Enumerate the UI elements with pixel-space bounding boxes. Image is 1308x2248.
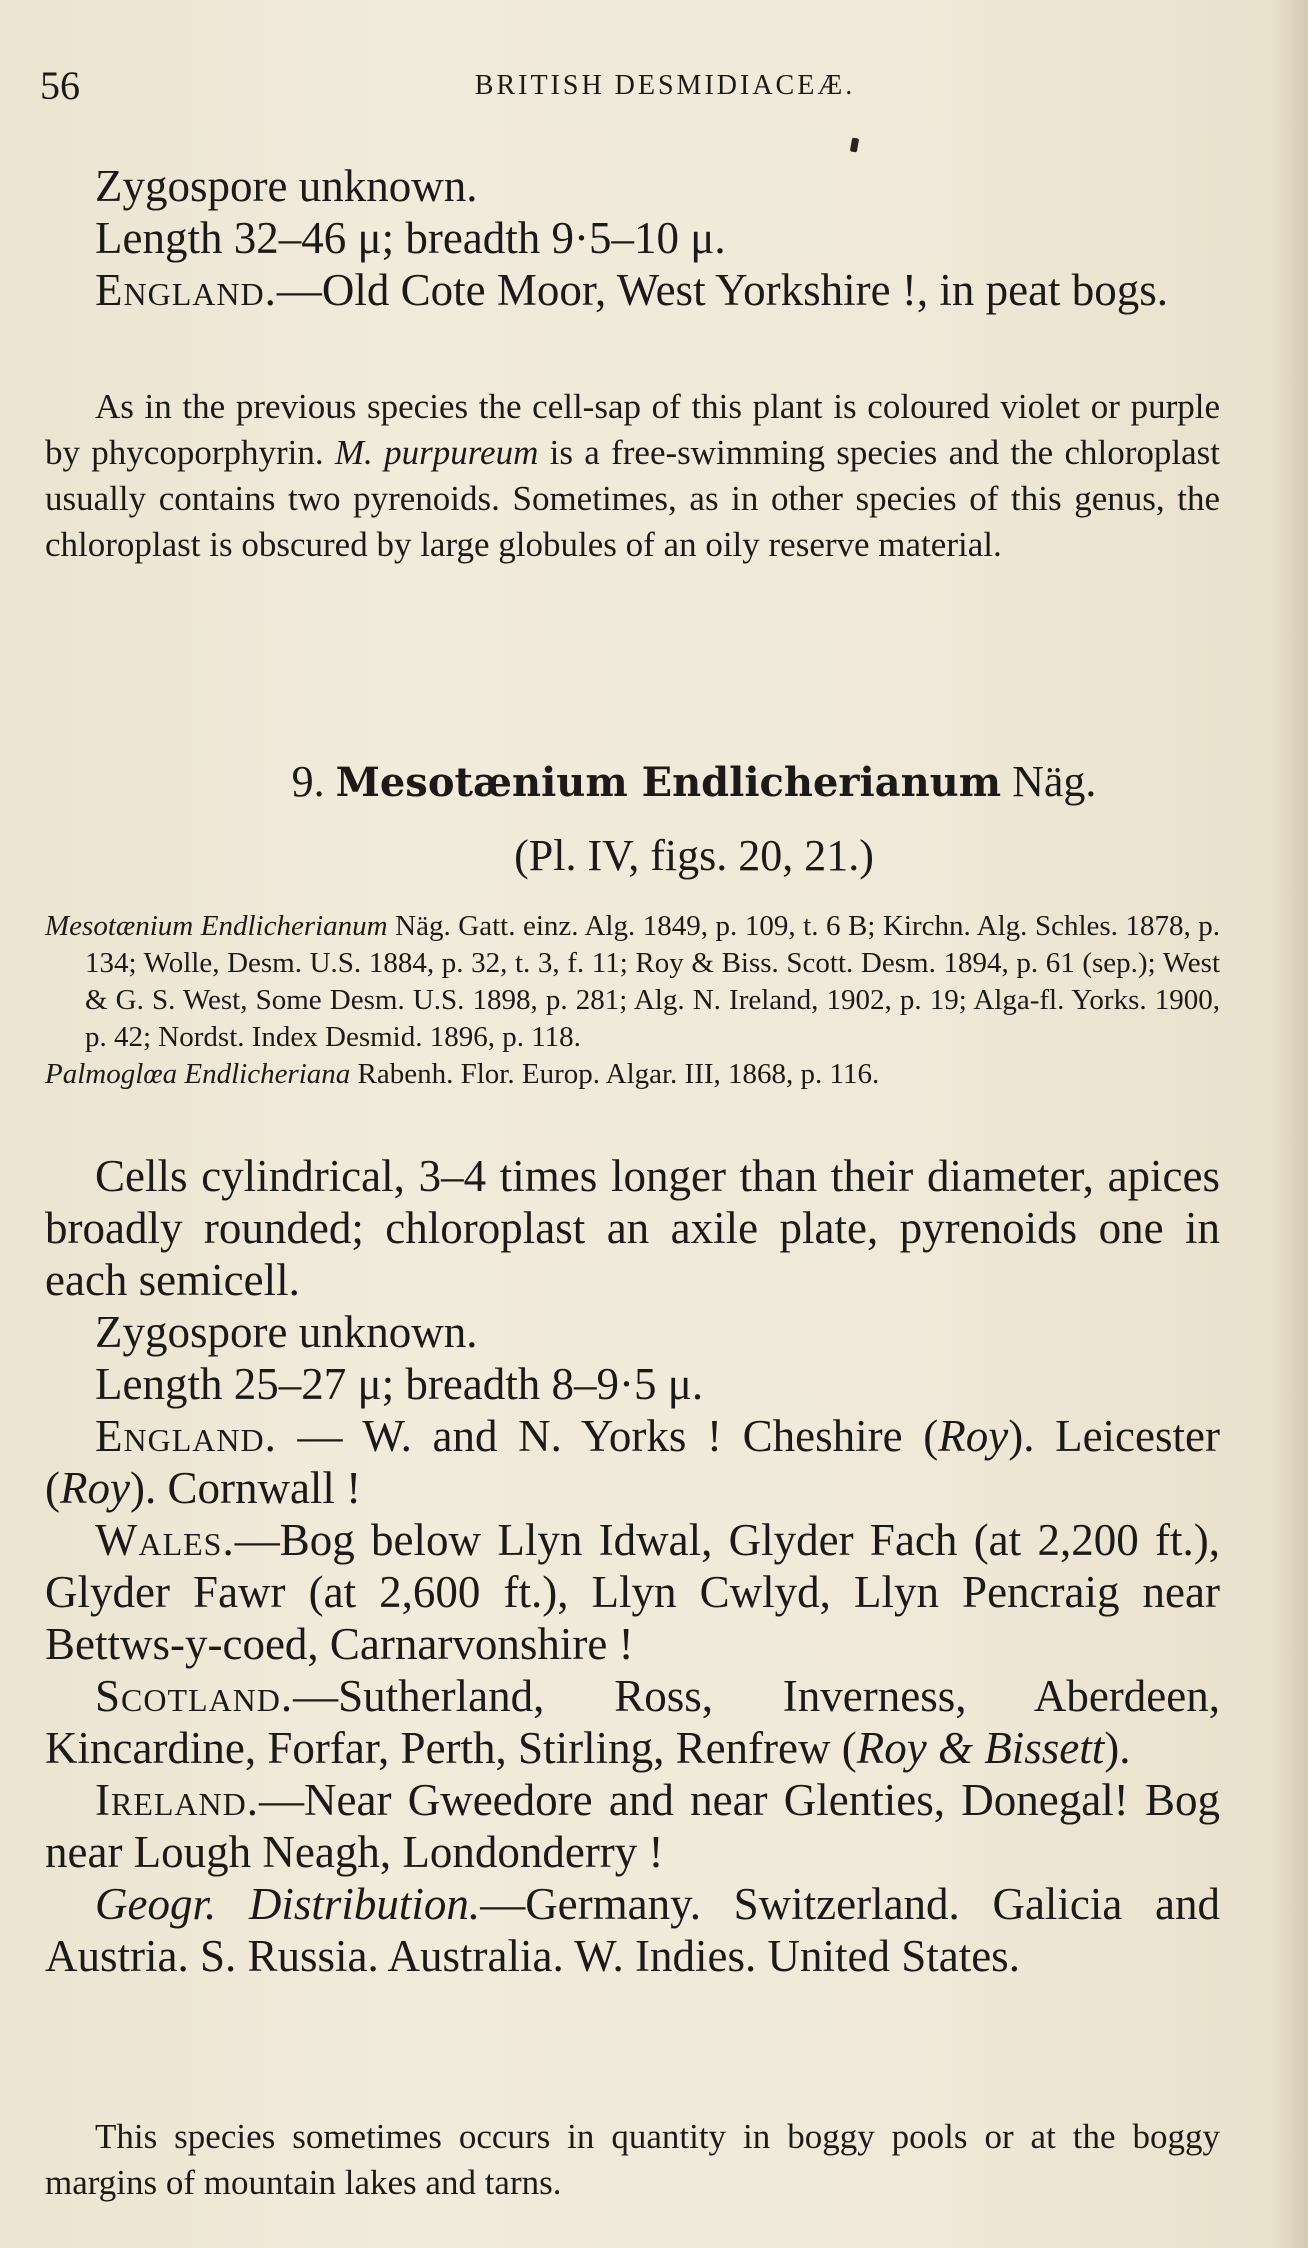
england-text-c: ). Cornwall !	[129, 1463, 362, 1513]
wales-record	[45, 1514, 1220, 1670]
species-author: Näg.	[1012, 757, 1097, 806]
england-label: England.	[95, 1411, 277, 1461]
collector-roy-bissett: Roy & Bissett	[856, 1723, 1105, 1773]
ink-mark	[850, 137, 859, 152]
scotland-end: ).	[1104, 1723, 1131, 1773]
zygospore-line: Zygospore unknown.	[95, 161, 478, 211]
cells-description: Cells cylindrical, 3–4 times longer than their diameter, apices broadly rounded; chloroplast an axile plate, pyrenoids one in each semicell.	[45, 1151, 1220, 1305]
species-number: 9.	[291, 757, 325, 806]
ireland-record	[45, 1774, 1220, 1878]
reference-entry	[45, 1056, 1220, 1093]
wales-text: —Bog below Llyn Idwal, Glyder Fach (at 2,200 ft.), Glyder Fawr (at 2,600 ft.), Llyn Cwlyd, Llyn Pencraig near Bettws-y-coed, Carnarvonshire !	[45, 1515, 1220, 1669]
geogr-label: Geogr. Distribution.	[95, 1879, 481, 1929]
page-edge-shadow	[1272, 0, 1308, 2248]
running-title: BRITISH DESMIDIACEÆ.	[474, 70, 856, 101]
england-text-b: ). Leicester (	[45, 1411, 1220, 1513]
top-note-italic: M. purpureum	[334, 433, 539, 472]
page-number: 56	[40, 63, 80, 108]
wales-label: Wales.	[95, 1515, 235, 1565]
top-note-paragraph	[45, 384, 1220, 568]
geogr-text: —Germany. Switzerland. Galicia and Austria. S. Russia. Australia. W. Indies. United States.	[45, 1879, 1220, 1981]
species-name: Mesotænium Endlicherianum	[335, 759, 1002, 806]
collector-roy: Roy	[938, 1411, 1009, 1461]
top-note	[45, 384, 1220, 568]
ireland-text: —Near Gweedore and near Glenties, Donegal! Bog near Lough Neagh, Londonderry !	[45, 1775, 1220, 1877]
geographic-distribution	[45, 1878, 1220, 1982]
page-header	[40, 62, 1220, 112]
england-text-a: — W. and N. Yorks ! Cheshire (	[276, 1411, 939, 1461]
species-description	[45, 1150, 1220, 1982]
reference-taxon: Mesotænium Endlicherianum	[45, 910, 388, 942]
england-text: —Old Cote Moor, West Yorkshire !, in peat bogs.	[276, 265, 1169, 315]
zygospore-line: Zygospore unknown.	[95, 1307, 478, 1357]
dimensions-line: Length 32–46 μ; breadth 9·5–10 μ.	[95, 213, 726, 263]
top-note-start: As in the previous species the cell-sap of this plant is coloured violet or purple by phycoporphyrin.	[45, 387, 1220, 472]
top-note-end: is a free-swimming species and the chloroplast usually contains two pyrenoids. Sometimes, as in other species of this genus, the chloroplast is obscured by large globules of an oily reserve material.	[45, 433, 1220, 564]
ireland-label: Ireland.	[95, 1775, 260, 1825]
collector-roy: Roy	[60, 1463, 130, 1513]
england-record	[45, 264, 1220, 316]
dimensions-line: Length 25–27 μ; breadth 8–9·5 μ.	[95, 1359, 704, 1409]
reference-entry	[45, 908, 1220, 1056]
closing-note	[45, 2114, 1220, 2206]
species-heading	[0, 756, 1308, 807]
top-description	[45, 160, 1220, 316]
scotland-label: Scotland.	[95, 1671, 294, 1721]
reference-text: Näg. Gatt. einz. Alg. 1849, p. 109, t. 6 B; Kirchn. Alg. Schles. 1878, p. 134; Wolle, Desm. U.S. 1884, p. 32, t. 3, f. 11; Roy & Biss. Scott. Desm. 1894, p. 61 (sep.); West & G. S. West, Some Desm. U.S. 1898, p. 281; Alg. N. Ireland, 1902, p. 19; Alga-fl. Yorks. 1900, p. 42; Nordst. Index Desmid. 1896, p. 118.	[85, 910, 1221, 1053]
reference-text: Rabenh. Flor. Europ. Algar. III, 1868, p. 116.	[350, 1058, 880, 1090]
england-record	[45, 1410, 1220, 1514]
references	[45, 908, 1220, 1093]
england-label: England.	[95, 265, 277, 315]
scotland-text: —Sutherland, Ross, Inverness, Aberdeen, Kincardine, Forfar, Perth, Stirling, Renfrew (	[45, 1671, 1220, 1773]
plate-reference: (Pl. IV, figs. 20, 21.)	[514, 831, 874, 880]
closing-note-paragraph: This species sometimes occurs in quantity in boggy pools or at the boggy margins of mountain lakes and tarns.	[45, 2117, 1220, 2202]
scotland-record	[45, 1670, 1220, 1774]
reference-taxon: Palmoglœa Endlicheriana	[45, 1058, 351, 1090]
